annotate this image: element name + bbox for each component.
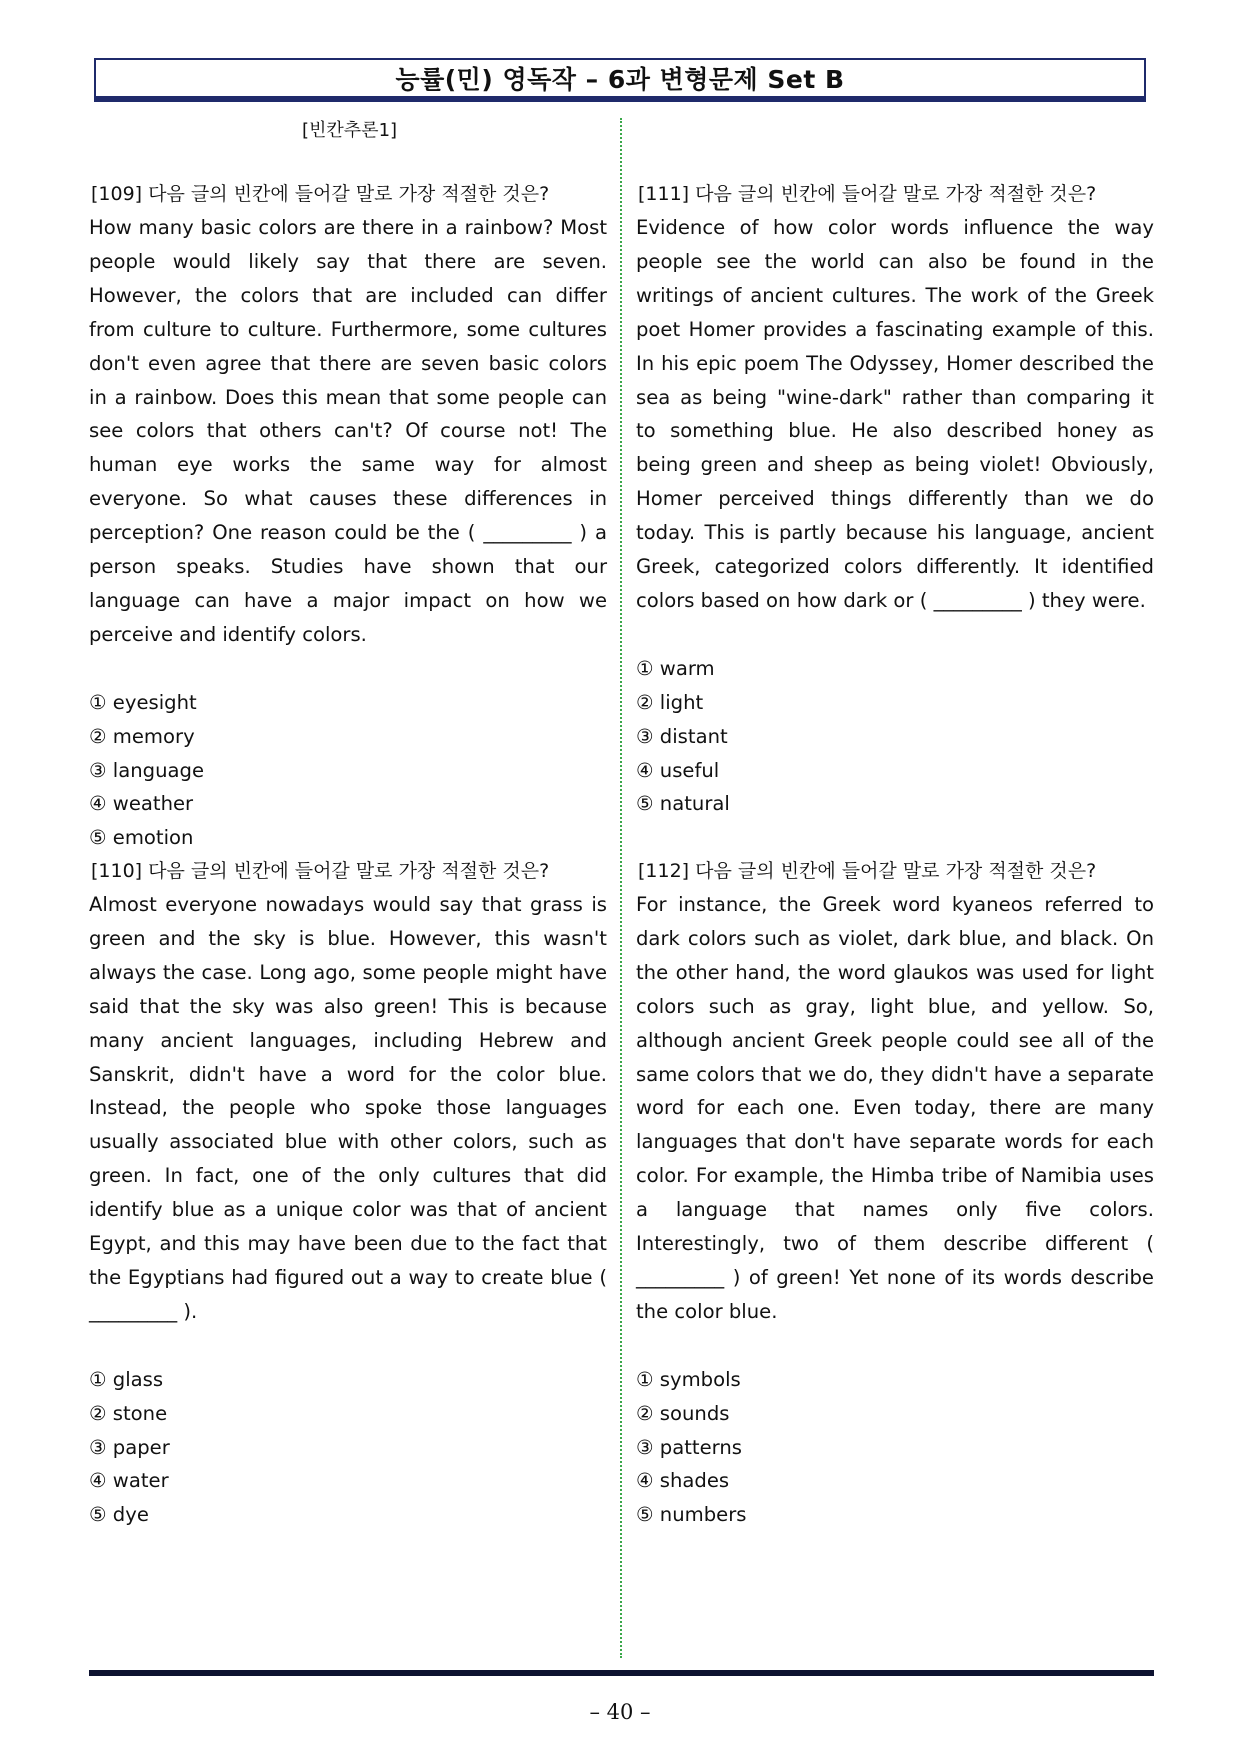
answer-option[interactable]: ① warm	[636, 656, 715, 680]
answer-options	[89, 686, 607, 855]
answer-option[interactable]: ④ shades	[636, 1469, 730, 1493]
answer-options	[89, 1363, 607, 1532]
page-title-box	[94, 58, 1146, 102]
answer-options	[636, 652, 1154, 821]
answer-option[interactable]: ⑤ dye	[89, 1503, 149, 1527]
question-heading: [109] 다음 글의 빈칸에 들어갈 말로 가장 적절한 것은?	[91, 183, 550, 205]
answer-option[interactable]: ④ water	[89, 1469, 169, 1493]
answer-option[interactable]: ⑤ natural	[636, 792, 730, 816]
answer-option[interactable]: ③ paper	[89, 1435, 170, 1459]
question-111	[636, 177, 1154, 821]
question-109	[89, 177, 607, 855]
answer-option[interactable]: ① eyesight	[89, 690, 197, 714]
answer-option[interactable]: ④ useful	[636, 758, 720, 782]
section-tag: [빈칸추론1]	[302, 120, 398, 141]
answer-option[interactable]: ① glass	[89, 1367, 164, 1391]
column-divider	[620, 118, 622, 1658]
question-heading: [111] 다음 글의 빈칸에 들어갈 말로 가장 적절한 것은?	[638, 183, 1097, 205]
answer-option[interactable]: ⑤ numbers	[636, 1503, 747, 1527]
question-passage: How many basic colors are there in a rainbow? Most people would likely say that there are seven. However, the colors that are included can differ from culture to culture. Furthermore, some cultures don't even agree that there are seven basic colors in a rainbow. Does this mean that some people can see colors that others can't? Of course not! The human eye works the same way for almost everyone. So what causes these differences in perception? One reason could be the ( _________ ) a person speaks. Studies have shown that our language can have a major impact on how we perceive and identify colors.	[89, 216, 607, 646]
answer-option[interactable]: ③ language	[89, 758, 205, 782]
answer-option[interactable]: ④ weather	[89, 792, 194, 816]
answer-option[interactable]: ⑤ emotion	[89, 826, 194, 850]
answer-option[interactable]: ③ patterns	[636, 1435, 742, 1459]
question-110	[89, 854, 607, 1532]
answer-option[interactable]: ② light	[636, 690, 704, 714]
answer-option[interactable]: ① symbols	[636, 1367, 741, 1391]
answer-option[interactable]: ③ distant	[636, 724, 728, 748]
answer-option[interactable]: ② memory	[89, 724, 195, 748]
footer-rule	[89, 1670, 1154, 1676]
answer-option[interactable]: ② stone	[89, 1401, 168, 1425]
page-number: – 40 –	[589, 1700, 651, 1724]
question-passage: Evidence of how color words influence the way people see the world can also be found in the writings of ancient cultures. The work of the Greek poet Homer provides a fascinating example of this. In his epic poem The Odyssey, Homer described the sea as being "wine-dark" rather than comparing it to something blue. He also described honey as being green and sheep as being violet! Obviously, Homer perceived things differently than we do today. This is partly because his language, ancient Greek, categorized colors differently. It identified colors based on how dark or ( _________ ) they were.	[636, 216, 1154, 612]
question-passage: Almost everyone nowadays would say that grass is green and the sky is blue. However, this wasn't always the case. Long ago, some people might have said that the sky was also green! This is because many ancient languages, including Hebrew and Sanskrit, didn't have a word for the color blue. Instead, the people who spoke those languages usually associated blue with other colors, such as green. In fact, one of the only cultures that did identify blue as a unique color was that of ancient Egypt, and this may have been due to the fact that the Egyptians had figured out a way to create blue ( _________ ).	[89, 893, 607, 1323]
question-heading: [110] 다음 글의 빈칸에 들어갈 말로 가장 적절한 것은?	[91, 860, 550, 882]
question-passage: For instance, the Greek word kyaneos referred to dark colors such as violet, dark blue, and black. On the other hand, the word glaukos was used for light colors such as gray, light blue, and yellow. So, although ancient Greek people could see all of the same colors that we do, they didn't have a separate word for each one. Even today, there are many languages that don't have separate words for each color. For example, the Himba tribe of Namibia uses a language that names only five colors. Interestingly, two of them describe different ( _________ ) of green! Yet none of its words describe the color blue.	[636, 893, 1154, 1323]
question-heading: [112] 다음 글의 빈칸에 들어갈 말로 가장 적절한 것은?	[638, 860, 1097, 882]
answer-option[interactable]: ② sounds	[636, 1401, 730, 1425]
question-112	[636, 854, 1154, 1532]
page-title: 능률(민) 영독작 – 6과 변형문제 Set B	[395, 65, 845, 94]
answer-options	[636, 1363, 1154, 1532]
